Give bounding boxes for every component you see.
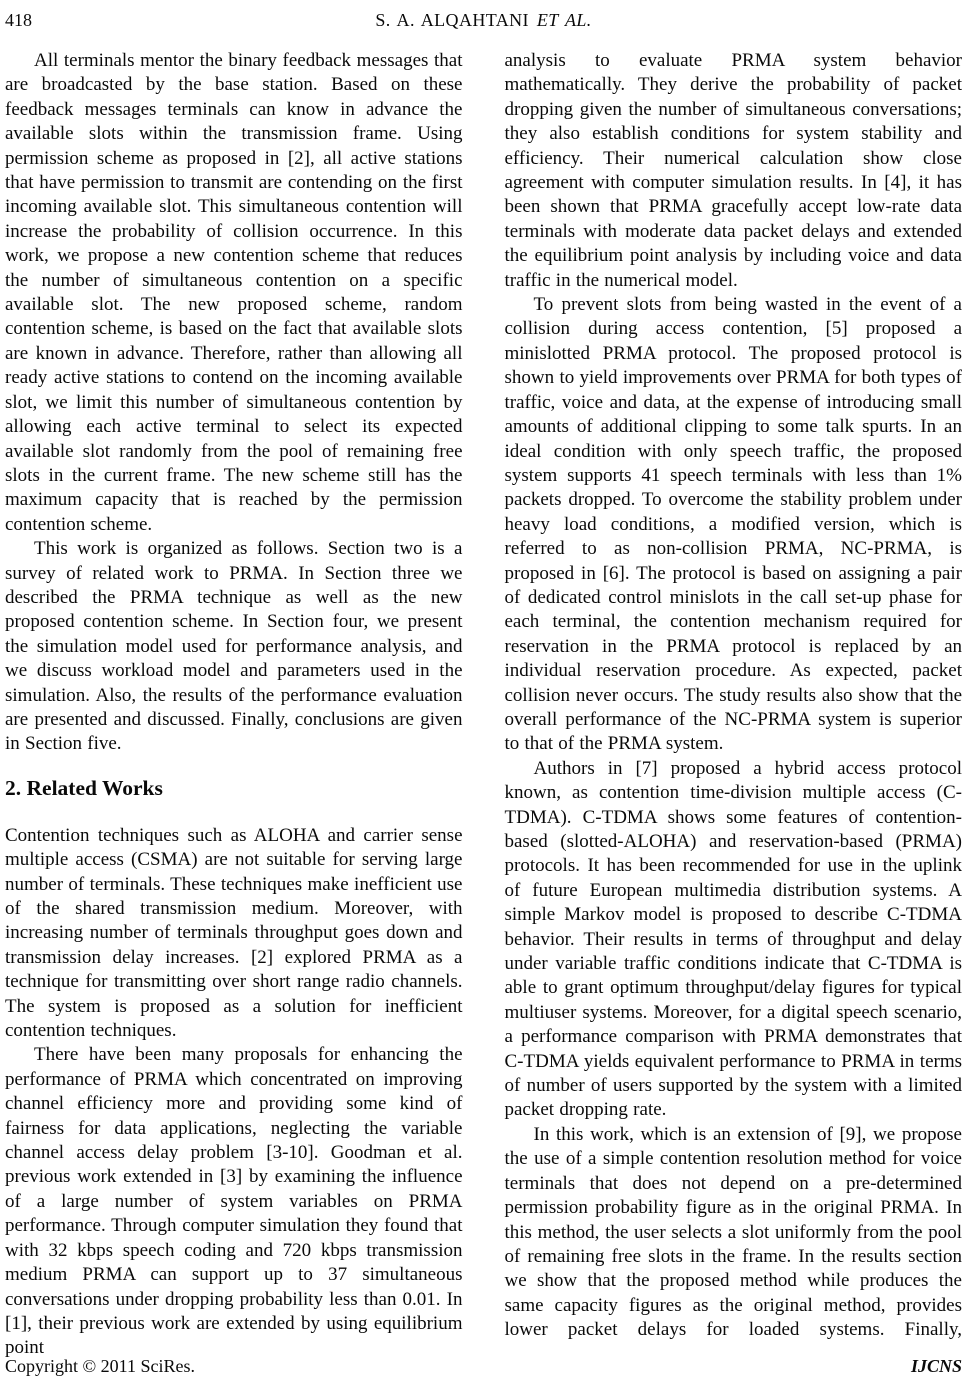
journal-abbreviation: IJCNS [910,1356,962,1376]
paragraph-aloha-csma: Contention techniques such as ALOHA and carrier sense multiple access (CSMA) are not suitable for serving large number of terminals. These techniques make inefficient use of the shared transmission medium. Moreover, with increasing number of terminals throughput goes down and transmission delay increases. [2] explored PRMA as a technique for transmitting over short range radio channels. The system is proposed as a solution for inefficient contention techniques. [5,824,463,1042]
page-footer [5,1356,962,1377]
running-title [5,10,962,31]
paragraph-minislotted-prma: To prevent slots from being wasted in the event of a collision during access contention, [5] proposed a minislotted PRMA protocol. The proposed protocol is shown to yield improvements over PRMA for both types of traffic, voice and data, at the expense of introducing small amounts of additional clipping to some talk spurts. In an ideal condition with only speech traffic, the proposed system supports 41 speech terminals with less than 1% packets dropped. To overcome the stability problem under heavy load conditions, a modified version, which is referred to as non-collision PRMA, NC-PRMA, is proposed in [6]. The protocol is based on assigning a pair of dedicated control minislots in the call set-up phase for each terminal, the contention mechanism required for reservation in the PRMA protocol is replaced by an individual reservation procedure. As expected, packet collision never occurs. The study results also show that the overall performance of the NC-PRMA system is superior to that of the PRMA system. [504,294,962,755]
paragraph-organization: This work is organized as follows. Section two is a survey of related work to PRMA. In Section three we described the PRMA technique as well as the new proposed contention scheme. In Section four, we present the simulation model used for performance analysis, and we discuss workload model and parameters used in the simulation. Also, the results of the performance evaluation are presented and discussed. Finally, conclusions are given in Section five. [5,538,463,755]
paragraph-this-work: In this work, which is an extension of [9], we propose the use of a simple contention resolution method for voice terminals that does not depend on a pre-determined permission probability figure as in the original PRMA. In this method, the user selects a slot uniformly from the pool of remaining free slots in the frame. In the results section we show that the proposed method while produces the same capacity figures as the original method, provides lower packet delays for loaded systems. Finally, [504,1123,962,1341]
paragraph-equilibrium-analysis: analysis to evaluate PRMA system behavior mathematically. They derive the probability of packet dropping given the number of simultaneous conversations; they also establish conditions for system stability and efficiency. Their numerical calculation show close agreement with computer simulation results. In [4], it has been shown that PRMA gracefully accept low-rate data terminals with moderate data packet delays and extended the equilibrium point analysis by including voice and data traffic in the numerical model. [504,50,962,291]
running-title-et-al: ET AL. [536,10,592,30]
running-title-authors: S. A. ALQAHTANI [375,10,529,30]
paragraph-prma-proposals: There have been many proposals for enhancing the performance of PRMA which concentrated on improving channel efficiency more and providing some kind of fairness for data applications, neglecting the variable channel access delay problem [3-10]. Goodman et al. previous work extended in [3] by examining the influence of a large number of system variables on PRMA performance. Through computer simulation they found that with 32 kbps speech coding and 720 kbps transmission medium PRMA can support up to 37 simultaneous conversations under dropping probability less than 0.01. In [1], their previous work are extended by using equilibrium point [5,1044,463,1359]
copyright-notice: Copyright © 2011 SciRes. [5,1356,196,1376]
paragraph-ctdma: Authors in [7] proposed a hybrid access protocol known, as contention time-division multiple access (C-TDMA). C-TDMA shows some features of contention-based (slotted-ALOHA) and reservation-based (PRMA) protocols. It has been recommended for use in the uplink of future European multimedia distribution systems. A simple Markov model is proposed to describe C-TDMA behavior. Their results in terms of throughput and delay under variable traffic conditions indicate that C-TDMA is able to grant optimum throughput/delay figures for typical multiuser systems. Moreover, for a digital speech scenario, a performance comparison with PRMA demonstrates that C-TDMA yields equivalent performance to PRMA in terms of number of users supported by the system with a limited packet dropping rate. [504,757,962,1121]
running-header [5,10,962,34]
page-number: 418 [5,10,32,30]
section-heading-related-works: 2. Related Works [5,775,163,800]
left-column [5,49,463,1361]
right-column [505,49,963,1361]
paragraph-intro-contention: All terminals mentor the binary feedback messages that are broadcasted by the base station. Based on these feedback messages terminals can know in advance the available slots within the transmission frame. Using permission scheme as proposed in [2], all active stations that have permission to transmit are contending on the first incoming available slot. This simultaneous contention will increase the probability of collision occurrence. In this work, we propose a new contention scheme that reduces the number of simultaneous contention on a specific available slot. The new proposed scheme, random contention scheme, is based on the fact that available slots are known in advance. Therefore, rather than allowing all ready active stations to contend on the incoming available slot, we limit this number of simultaneous contention by allowing each active terminal to select its expected available slot randomly from the pool of remaining free slots in the current frame. The new scheme still has the maximum capacity that is reached by the permission contention scheme. [5,50,463,535]
two-column-body [5,49,962,1361]
